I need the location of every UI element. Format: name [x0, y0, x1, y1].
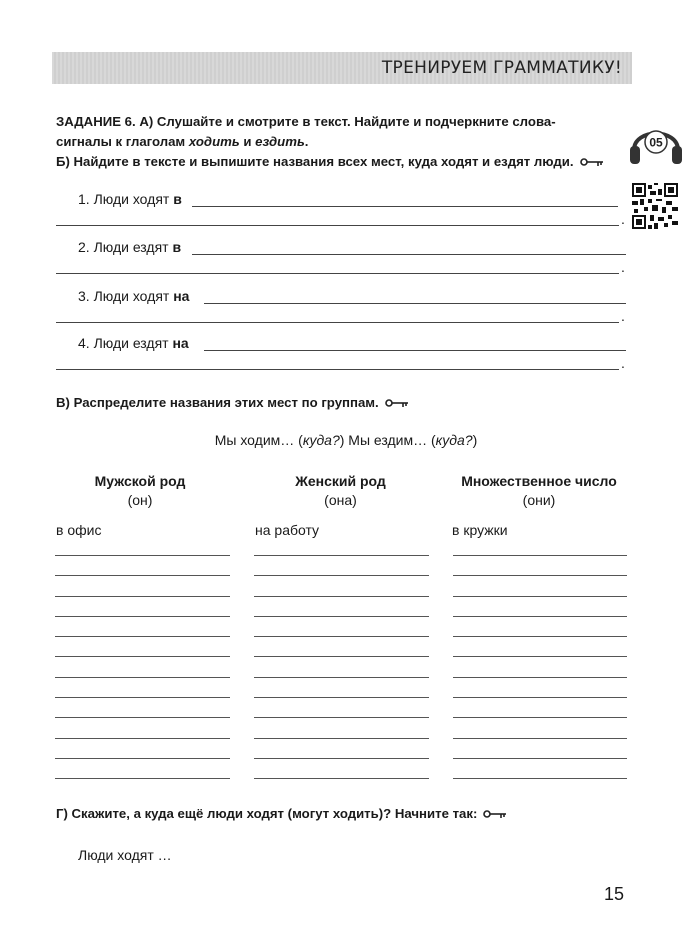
verb-ride: ездить [255, 134, 305, 149]
answer-starter: Люди ходят … [78, 847, 172, 863]
section-header-bar [52, 52, 632, 84]
fill-label-2: 2. Люди ездят в [78, 239, 182, 255]
column-lines-masculine[interactable] [55, 555, 230, 799]
fill-label-4: 4. Люди ездят на [78, 335, 189, 351]
section-title: ТРЕНИРУЕМ ГРАММАТИКУ! [381, 58, 622, 78]
column-example-masculine: в офис [56, 522, 102, 538]
fill-row-3 [56, 288, 626, 328]
task-instructions [56, 112, 621, 173]
column-example-plural: в кружки [452, 522, 508, 538]
answer-line[interactable] [192, 206, 618, 207]
fill-label-3: 3. Люди ходят на [78, 288, 190, 304]
answer-line[interactable] [204, 303, 626, 304]
fill-label-1: 1. Люди ходят в [78, 191, 182, 207]
page-number: 15 [604, 884, 625, 904]
column-header-plural: Множественное число (они) [461, 473, 617, 508]
column-header-feminine: Женский род (она) [295, 473, 386, 508]
task-line-1: ЗАДАНИЕ 6. А) Слушайте и смотрите в текст. Найдите и подчеркните слова- [56, 114, 556, 129]
end-dot: . [621, 259, 625, 275]
answer-line[interactable] [56, 273, 619, 274]
key-icon [385, 396, 409, 411]
key-icon [483, 807, 507, 822]
end-dot: . [621, 355, 625, 371]
section-b-instruction: В) Распределите названия этих мест по группам. [56, 395, 409, 411]
answer-line[interactable] [56, 369, 619, 370]
track-number: 05 [649, 135, 663, 150]
column-example-feminine: на работу [255, 522, 320, 538]
task-line-2: сигналы к глаголам ходить и ездить. [56, 134, 309, 149]
headphones-audio-icon[interactable] [626, 114, 686, 174]
fill-row-1 [56, 191, 626, 231]
fill-row-4 [56, 335, 626, 375]
verb-walk: ходить [188, 134, 240, 149]
where-question-line: Мы ходим… (куда?) Мы ездим… (куда?) [214, 432, 478, 448]
end-dot: . [621, 211, 625, 227]
column-header-masculine: Мужской род (он) [94, 473, 186, 508]
answer-line[interactable] [204, 350, 626, 351]
section-g-instruction: Г) Скажите, а куда ещё люди ходят (могут ходить)? Начните так: [56, 806, 507, 822]
key-icon [580, 153, 604, 173]
answer-line[interactable] [56, 225, 619, 226]
answer-line[interactable] [56, 322, 619, 323]
column-lines-plural[interactable] [453, 555, 627, 799]
fill-row-2 [56, 239, 626, 279]
task-line-3: Б) Найдите в тексте и выпишите названия всех мест, куда ходят и ездят люди. [56, 152, 621, 173]
column-lines-feminine[interactable] [254, 555, 429, 799]
qr-code[interactable] [632, 183, 678, 229]
answer-line[interactable] [192, 254, 626, 255]
end-dot: . [621, 308, 625, 324]
